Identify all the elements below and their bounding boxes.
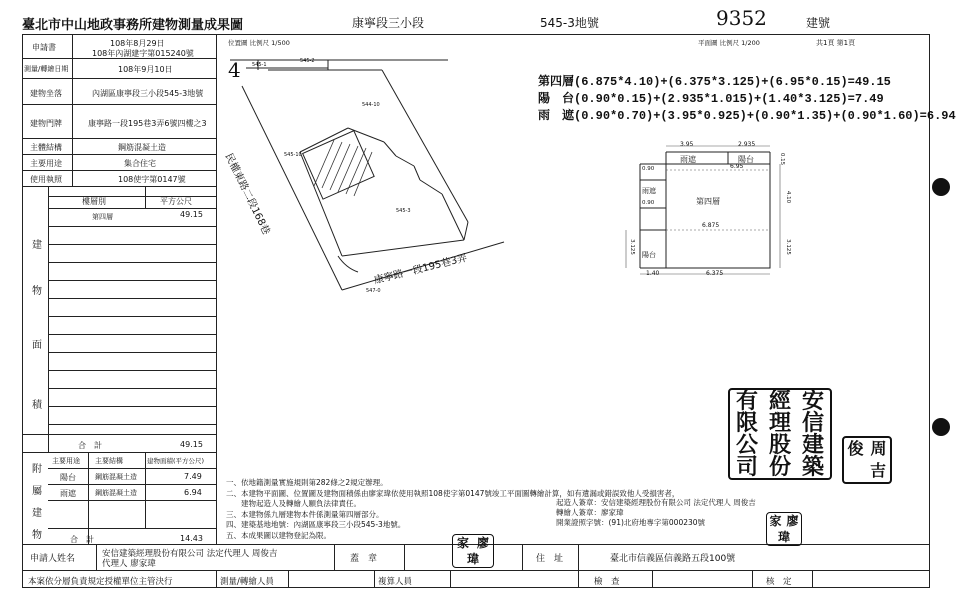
signers-block: [556, 498, 756, 528]
apply-label: 申請書: [32, 43, 56, 52]
license-label: 使用執照: [30, 175, 62, 184]
annex-col-area: 建物面積(平方公尺): [147, 457, 205, 465]
note-line: 建物起造人及轉繪人願負法律責任。: [226, 499, 361, 508]
road-label: 康寧路一段195巷3弄: [372, 252, 469, 287]
floor-row-name: 第四層: [92, 213, 113, 221]
applicant-value: 安信建築經理股份有限公司 法定代理人 周俊吉: [102, 549, 278, 559]
approver-label: 核 定: [766, 577, 792, 587]
dim-label: 4.10: [785, 190, 792, 204]
annex-side-char: 附: [32, 464, 42, 475]
checker-label: 檢 查: [594, 577, 620, 587]
room-label: 陽台: [642, 251, 656, 259]
floor-row-area: 49.15: [180, 210, 203, 219]
area-side-char: 積: [32, 400, 42, 411]
annex-row-area: 7.49: [184, 472, 202, 481]
dim-label: 3.125: [628, 239, 635, 255]
lot-label: 545-3: [396, 208, 411, 214]
door-label: 建物門牌: [30, 119, 62, 128]
note-line: 三、本建物係九層建物本件係測量第四層部分。: [226, 509, 384, 519]
lot-label: 545-10: [284, 152, 302, 158]
lot-label: 545-2: [300, 58, 315, 64]
annex-row-area: 6.94: [184, 488, 202, 497]
binder-hole: [932, 418, 950, 436]
site-plan-label: 位置圖 比例尺 1/500: [228, 39, 290, 47]
dim-label: 0.90: [642, 166, 655, 172]
area-side-char: 建: [32, 240, 42, 251]
apply-value-2: 108年內湖建字第015240號: [92, 49, 194, 58]
left-table-divider: [216, 34, 217, 544]
structure-value: 鋼筋混凝土造: [118, 143, 166, 152]
address-value: 臺北市信義區信義路五段100號: [610, 554, 736, 564]
dim-label: 3.95: [680, 141, 694, 148]
note-line: 四、建築基地地號：內湖區康寧段三小段545-3地號。: [226, 520, 406, 529]
license-value: 108使字第0147號: [118, 175, 186, 184]
total-value: 49.15: [180, 440, 203, 449]
address-label: 住 址: [536, 554, 564, 564]
road-label: 民權東路二段168巷: [222, 151, 272, 237]
location-label: 建物坐落: [30, 89, 62, 98]
dim-label: 3.125: [784, 239, 791, 255]
lot-label: 545-1: [252, 62, 267, 68]
annex-col-struct: 主要結構: [95, 457, 123, 465]
note-line: 五、本成果圖以建物登記為限。: [226, 530, 331, 540]
dim-label: 6.875: [702, 222, 720, 229]
floor-plan-label: 平面圖 比例尺 1/200: [698, 39, 760, 47]
builder-signature: 起造人簽章：安信建築經理股份有限公司 法定代理人 周俊吉: [556, 498, 756, 507]
page-count: 共1頁 第1頁: [816, 39, 856, 47]
calc-block: [538, 72, 956, 123]
location-value: 內湖區康寧段三小段545-3地號: [92, 89, 204, 98]
person-seal: 俊 周 吉: [842, 436, 892, 484]
calc-line: 第四層(6.875*4.10)+(6.375*3.125)+(6.95*0.15)=49.15: [538, 75, 891, 89]
dim-label: 0.15: [779, 152, 786, 166]
dim-label: 6.375: [706, 270, 724, 277]
lot-label: 544-10: [362, 102, 380, 108]
annex-side-char: 物: [32, 530, 42, 541]
note-line: 二、本建物平面圖、位置圖及建物面積係由廖家瑋依使用執照108使字第0147號竣工平面圖轉繪計算，如有遺漏或錯誤致他人受損害者，: [226, 488, 680, 498]
section-name: 康寧段三小段: [352, 16, 425, 30]
authorization-note: 本案依分層負責規定授權單位主管決行: [28, 577, 173, 587]
use-value: 集合住宅: [124, 159, 156, 168]
col-area: 平方公尺: [160, 197, 192, 206]
door-value: 康寧路一段195巷3弄6號四樓之3: [88, 119, 207, 128]
company-seal: 有 經 安 限 理 信 公 股 建 司 份 築: [728, 388, 832, 480]
applicant-seal: 家 廖 瑋: [452, 534, 494, 568]
calc-line: 陽 台(0.90*0.15)+(2.935*1.015)+(1.40*3.125)=7.49: [538, 92, 884, 106]
seal-label: 蓋 章: [350, 554, 378, 564]
room-label: 雨遮: [642, 187, 656, 195]
north-arrow-icon: 4: [228, 58, 241, 82]
lot-label: 547-0: [366, 288, 381, 294]
site-plan-map: [218, 46, 518, 296]
use-label: 主要用途: [30, 159, 62, 168]
reviewer-label: 複算人員: [378, 577, 413, 587]
dim-label: 0.90: [642, 200, 655, 206]
dim-label: 6.95: [730, 163, 744, 170]
total-label: 合 計: [78, 441, 102, 450]
building-number-label: 建號: [806, 16, 831, 30]
office-title: 臺北市中山地政事務所建物測量成果圖: [22, 18, 244, 33]
room-label: 第四層: [696, 197, 720, 206]
room-label: 雨遮: [680, 155, 696, 164]
annex-row-struct: 鋼筋混凝土造: [95, 489, 137, 497]
surveyor-label: 測量/轉繪人員: [220, 577, 274, 587]
annex-total-label: 合 計: [70, 535, 94, 544]
area-side-char: 物: [32, 286, 42, 297]
drafter-seal: 家 廖 瑋: [766, 512, 802, 546]
annex-row-use: 陽台: [60, 473, 76, 482]
survey-date-label: 測量/轉繪日期: [24, 65, 69, 73]
room-label: 陽台: [738, 155, 754, 164]
annex-total-value: 14.43: [180, 534, 203, 543]
annex-side-char: 建: [32, 508, 42, 519]
applicant-label: 申請人姓名: [30, 554, 76, 564]
annex-row-use: 雨遮: [60, 489, 76, 498]
area-side-char: 面: [32, 340, 42, 351]
note-line: 一、依地籍測量實施規則第282條之2規定辦理。: [226, 478, 388, 487]
drafter-signature: 轉繪人簽章：廖家瑋: [556, 508, 624, 517]
building-number: 9352: [716, 6, 767, 30]
calc-line: 雨 遮(0.90*0.70)+(3.95*0.925)+(0.90*1.35)+(0.90*1.60)=6.94: [538, 109, 956, 123]
annex-col-use: 主要用途: [52, 457, 80, 465]
col-floor: 樓層別: [82, 197, 106, 206]
structure-label: 主體結構: [30, 143, 62, 152]
survey-date-value: 108年9月10日: [118, 65, 173, 74]
annex-side-char: 屬: [32, 486, 42, 497]
annex-row-struct: 鋼筋混凝土造: [95, 473, 137, 481]
dim-label: 2.935: [738, 141, 756, 148]
apply-value-1: 108年8月29日: [110, 39, 165, 48]
binder-hole: [932, 178, 950, 196]
parcel-number: 545-3地號: [540, 16, 599, 30]
agent-value: 代理人 廖家瑋: [102, 559, 156, 569]
dim-label: 1.40: [646, 270, 660, 277]
license-number: 開業證照字號：(91)北府地專字第000230號: [556, 518, 706, 527]
